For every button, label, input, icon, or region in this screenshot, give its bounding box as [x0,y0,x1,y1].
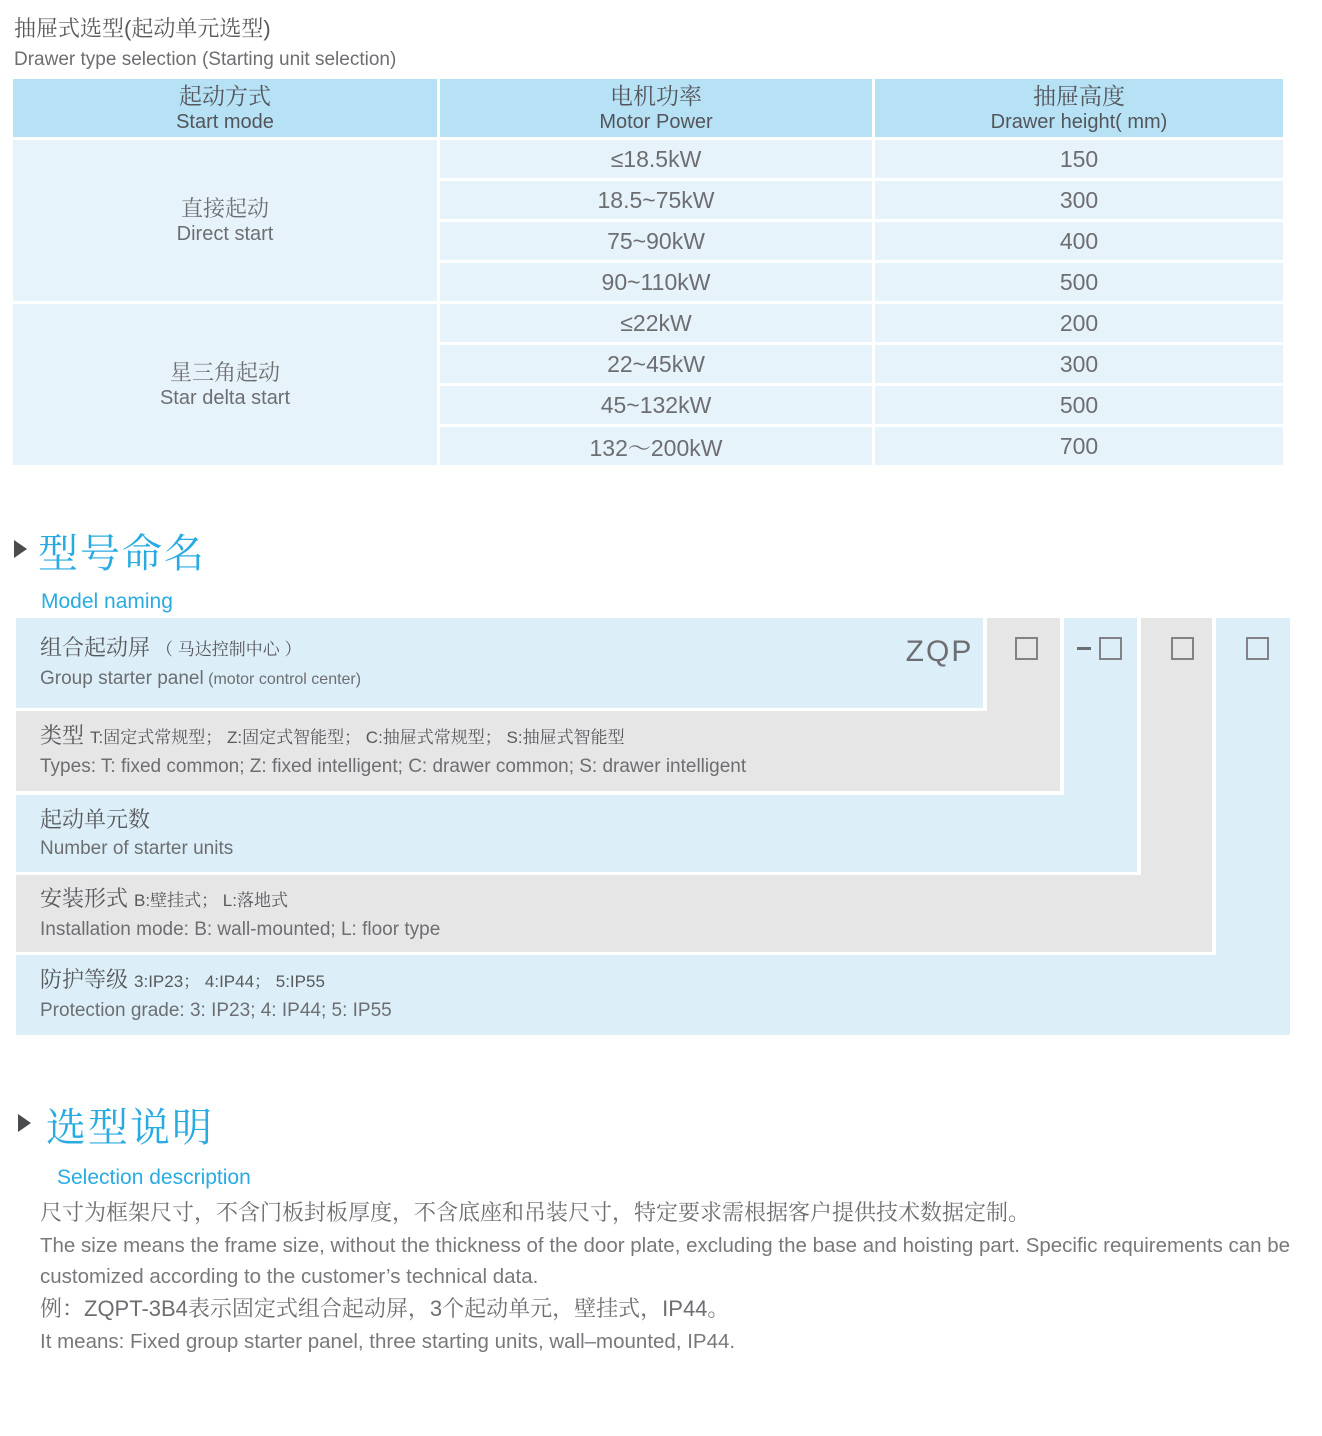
code-box-installation [1171,637,1194,660]
section-title-selection-cn: 选型说明 [46,1106,214,1150]
header-label-en: Drawer height( mm) [990,110,1168,133]
section-arrow-icon [14,540,27,558]
cell-power: 75~90kW [440,222,872,260]
doc-title-cn: 抽屉式选型(起动单元选型) [14,16,271,41]
row-label-cn-main: 安装形式 [40,885,129,911]
section-arrow-icon [18,1114,31,1132]
row-label-en-main: Types: T: fixed common; Z: fixed intelligent; C: drawer common; S: drawer intelligent [40,756,747,777]
table-header-start-mode [13,79,437,137]
diagram-row-installation-mode [16,875,1212,952]
cell-power: 90~110kW [440,263,872,301]
model-naming-diagram [16,618,1290,1035]
group-label-cn: 星三角起动 [169,359,280,385]
row-label-en [40,835,1137,863]
row-label-cn-detail: B:壁挂式； L:落地式 [134,890,288,910]
cell-height: 300 [875,345,1283,383]
header-label-cn: 抽屉高度 [1033,82,1125,109]
cell-height: 300 [875,181,1283,219]
cell-height: 500 [875,386,1283,424]
header-label-cn: 电机功率 [610,82,702,109]
row-label-cn [40,884,1212,916]
row-label-cn [40,633,983,665]
doc-title [14,12,396,71]
row-label-en [40,997,1290,1025]
row-label-en-main: Installation mode: B: wall-mounted; L: floor type [40,918,441,940]
cell-power: ≤22kW [440,304,872,342]
code-column-protection [1216,618,1290,955]
code-column-type [987,618,1060,711]
row-label-cn [40,965,1290,997]
row-label-en-detail: (motor control center) [203,670,362,688]
row-label-en [40,753,1060,781]
row-label-cn-detail: T:固定式常规型； Z:固定式智能型； C:抽屉式常规型； S:抽屉式智能型 [90,728,625,747]
cell-power: 22~45kW [440,345,872,383]
hyphen-separator [1077,647,1091,650]
header-label-en: Motor Power [599,110,713,133]
diagram-row-starter-units [16,795,1137,872]
cell-height: 400 [875,222,1283,260]
cell-height: 500 [875,263,1283,301]
row-label-en-main: Group starter panel [40,667,204,689]
cell-power: 18.5~75kW [440,181,872,219]
model-code-prefix: ZQP [905,635,974,668]
row-label-en [40,916,1212,944]
desc-example-en: It means: Fixed group starter panel, three starting units, wall–mounted, IP44. [40,1330,736,1353]
desc-example-cn: 例：ZQPT-3B4表示固定式组合起动屏，3个起动单元，壁挂式，IP44。 [40,1296,730,1321]
desc-line-cn: 尺寸为框架尺寸，不含门板封板厚度，不含底座和吊装尺寸，特定要求需根据客户提供技术数据定制。 [40,1200,1031,1225]
row-label-cn-detail: （ 马达控制中心 ） [156,639,302,659]
desc-line-en: The size means the frame size, without the thickness of the door plate, excluding the base and hoisting part. Specific requirements can be customized according to the customer’s technical data. [40,1234,1291,1288]
diagram-row-protection-grade [16,955,1290,1035]
cell-height: 200 [875,304,1283,342]
header-label-cn: 起动方式 [179,82,271,109]
cell-height: 150 [875,140,1283,178]
row-label-cn [40,721,1060,753]
section-title-selection-en: Selection description [57,1166,251,1189]
row-label-en-main: Protection grade: 3: IP23; 4: IP44; 5: IP55 [40,1000,392,1021]
group-cell-direct-start [13,140,437,301]
row-label-cn-main: 组合起动屏 [40,634,151,660]
header-label-en: Start mode [176,110,274,133]
group-cell-star-delta-start [13,304,437,465]
cell-power: ≤18.5kW [440,140,872,178]
code-box-type [1015,637,1038,660]
row-label-cn-main: 类型 [40,723,85,748]
group-label-en: Star delta start [159,386,291,409]
diagram-row-types [16,711,1060,791]
section-title-model-naming-en: Model naming [41,590,173,613]
selection-description-block [40,1196,1292,1357]
group-label-en: Direct start [176,222,274,245]
doc-title-en: Drawer type selection (Starting unit selection) [14,49,397,70]
code-box-protection [1246,637,1269,660]
cell-power: 132～200kW [440,427,872,465]
diagram-row-group-starter-panel [16,618,983,708]
row-label-en-main: Number of starter units [40,837,234,859]
section-title-model-naming-cn: 型号命名 [38,532,206,576]
group-label-cn: 直接起动 [180,195,269,221]
cell-height: 700 [875,427,1283,465]
row-label-en [40,665,983,694]
code-box-units [1099,637,1122,660]
table-header-drawer-height [875,79,1283,137]
row-label-cn-main: 防护等级 [40,967,129,992]
cell-power: 45~132kW [440,386,872,424]
row-label-cn [40,805,1137,835]
row-label-cn-detail: 3:IP23； 4:IP44； 5:IP55 [134,972,325,991]
table-header-motor-power [440,79,872,137]
row-label-cn-main: 起动单元数 [40,806,151,832]
drawer-selection-table [13,79,1283,465]
